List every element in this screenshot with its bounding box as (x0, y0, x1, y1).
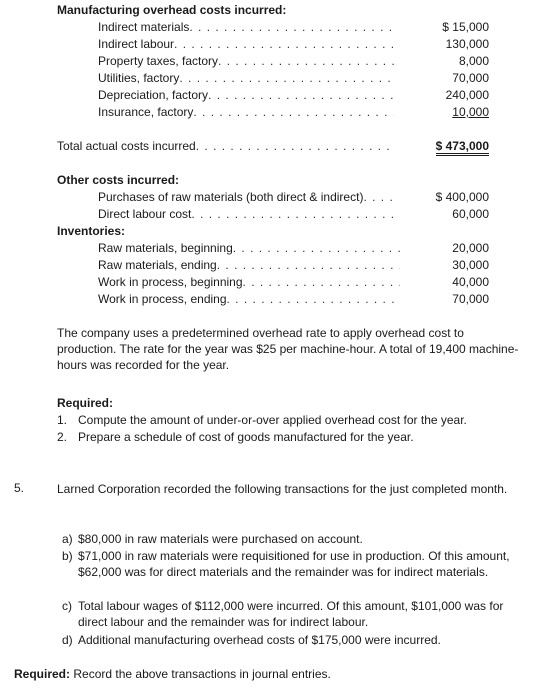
overhead-amount-indirect-materials: $ 15,000 (442, 20, 489, 34)
transaction-c-mark: c) (62, 599, 72, 613)
transaction-b-mark: b) (62, 549, 73, 563)
inventory-item-wip-ending: Work in process, ending . . . (98, 292, 400, 307)
transaction-c (62, 598, 518, 630)
overhead-item-insurance: Insurance, factory . . . (98, 105, 394, 120)
overhead-item-property-taxes: Property taxes, factory . . . (98, 54, 394, 69)
overhead-item-depreciation: Depreciation, factory . . . (98, 88, 394, 103)
overhead-amount-utilities: 70,000 (452, 71, 489, 85)
other-item-purchases: Purchases of raw materials (both direct & indirect) . . . (98, 190, 398, 205)
overhead-item-indirect-labour: Indirect labour . . . (98, 37, 394, 52)
overhead-heading: Manufacturing overhead costs incurred: (57, 3, 287, 17)
problem-5-intro: Larned Corporation recorded the following transactions for the just completed month. (57, 482, 508, 496)
overhead-amount-indirect-labour: 130,000 (445, 37, 489, 51)
inventory-item-wip-beginning: Work in process, beginning . . . (98, 275, 400, 290)
total-costs-amount: $ 473,000 (436, 139, 489, 156)
overhead-item-indirect-materials: Indirect materials . . . (98, 20, 394, 35)
other-amount-direct-labour: 60,000 (452, 207, 489, 221)
transaction-a-mark: a) (62, 532, 73, 546)
overhead-item-utilities: Utilities, factory . . . (98, 71, 394, 86)
required-heading: Required: (57, 396, 114, 410)
overhead-rate-paragraph: The company uses a predetermined overhead rate to apply overhead cost to production. The rate for the year was $25 per machine-hour. A total of 19,400 machine-hours was recorded for the year. (57, 326, 519, 372)
overhead-amount-depreciation: 240,000 (445, 88, 489, 102)
other-amount-purchases: $ 400,000 (435, 190, 489, 204)
inventory-item-rm-beginning: Raw materials, beginning . . . (98, 241, 400, 256)
transaction-b (62, 548, 518, 580)
overhead-amount-property-taxes: 8,000 (458, 54, 489, 68)
problem-5-required-label: Required: (14, 667, 71, 681)
inventory-amount-rm-ending: 30,000 (452, 258, 489, 272)
transaction-d-mark: d) (62, 633, 73, 647)
transaction-a (62, 531, 518, 547)
transaction-d (62, 632, 518, 648)
total-costs-label: Total actual costs incurred . . . (57, 139, 394, 154)
inventory-amount-wip-ending: 70,000 (452, 292, 489, 306)
other-costs-heading: Other costs incurred: (57, 173, 180, 187)
inventory-amount-rm-beginning: 20,000 (452, 241, 489, 255)
inventory-amount-wip-beginning: 40,000 (452, 275, 489, 289)
problem-5-number: 5. (14, 481, 25, 495)
other-item-direct-labour: Direct labour cost . . . (98, 207, 398, 222)
required-2-text: Prepare a schedule of cost of goods manufactured for the year. (78, 430, 414, 444)
transaction-d-text: Additional manufacturing overhead costs of $175,000 were incurred. (78, 633, 441, 647)
problem-5-required-text: Record the above transactions in journal entries. (73, 667, 331, 681)
transaction-c-text: Total labour wages of $112,000 were incurred. Of this amount, $101,000 was for direct labour and the remainder was for indirect labour. (78, 599, 504, 629)
required-1-num: 1. (57, 413, 68, 427)
overhead-amount-insurance: 10,000 (452, 105, 489, 119)
inventory-item-rm-ending: Raw materials, ending . . . (98, 258, 400, 273)
required-1-text: Compute the amount of under-or-over applied overhead cost for the year. (78, 413, 467, 427)
required-2-num: 2. (57, 430, 68, 444)
transaction-a-text: $80,000 in raw materials were purchased on account. (78, 532, 363, 546)
problem-5-required (14, 667, 331, 682)
transaction-b-text: $71,000 in raw materials were requisitioned for use in production. Of this amount, $62,000 was for direct materials and the remainder was for indirect materials. (78, 549, 510, 579)
total-costs-amount-wrap (399, 139, 489, 154)
inventories-heading: Inventories: (57, 224, 126, 238)
